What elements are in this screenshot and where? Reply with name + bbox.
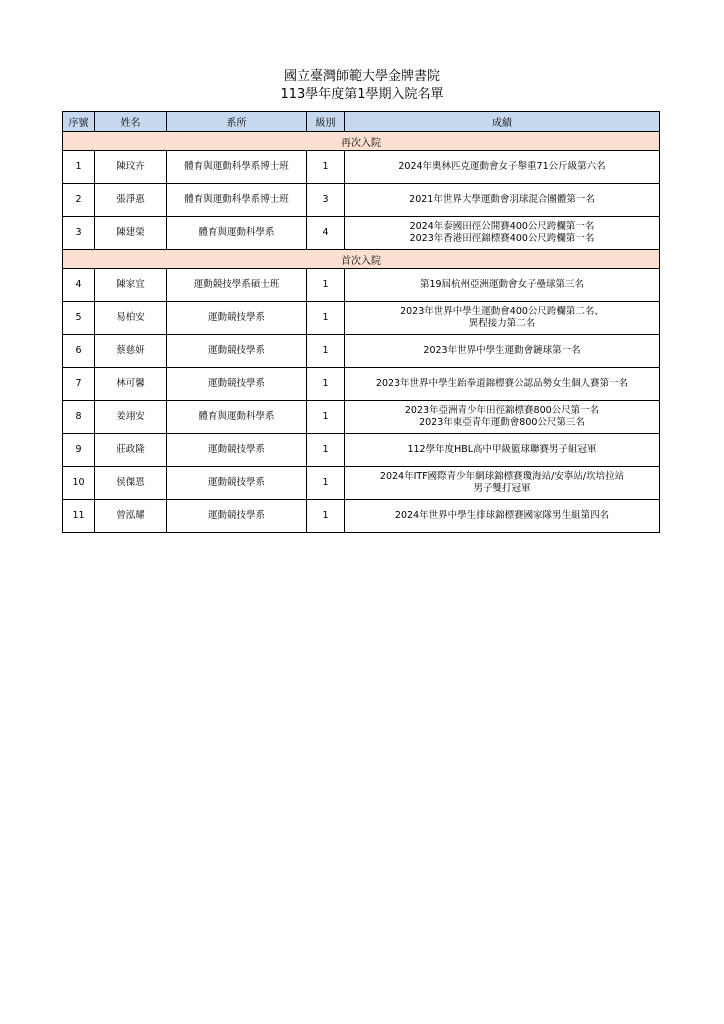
cell-name: 曾泓耀 <box>95 500 167 533</box>
result-line: 2024年泰國田徑公開賽400公尺跨欄第一名 <box>409 221 595 232</box>
cell-department: 運動競技學系 <box>167 335 307 368</box>
header-serial: 序號 <box>63 112 95 132</box>
table-row <box>63 434 660 467</box>
cell-level: 1 <box>307 151 345 184</box>
table-row <box>63 217 660 250</box>
result-line: 112學年度HBL高中甲級籃球聯賽男子組冠軍 <box>407 444 597 455</box>
result-line: 異程接力第二名 <box>468 318 536 329</box>
document-title: 國立臺灣師範大學金牌書院 <box>283 69 440 84</box>
result-line: 2024年世界中學生排球錦標賽國家隊男生組第四名 <box>394 510 610 521</box>
table-row <box>63 184 660 217</box>
cell-name: 莊政隆 <box>95 434 167 467</box>
cell-serial: 9 <box>63 434 95 467</box>
cell-results <box>345 151 660 184</box>
cell-department: 體育與運動科學系 <box>167 401 307 434</box>
cell-name: 陳家宜 <box>95 269 167 302</box>
cell-level: 1 <box>307 467 345 500</box>
cell-serial: 7 <box>63 368 95 401</box>
cell-results <box>345 368 660 401</box>
table-row <box>63 269 660 302</box>
cell-level: 1 <box>307 500 345 533</box>
result-line: 2021年世界大學運動會羽球混合團體第一名 <box>409 194 595 205</box>
result-line: 2023年亞洲青少年田徑錦標賽800公尺第一名 <box>404 405 600 416</box>
cell-name: 蔡慈妍 <box>95 335 167 368</box>
cell-serial: 5 <box>63 302 95 335</box>
table-row <box>63 500 660 533</box>
cell-department: 體育與運動科學系 <box>167 217 307 250</box>
cell-results <box>345 302 660 335</box>
cell-name: 陳玟卉 <box>95 151 167 184</box>
cell-name: 林可馨 <box>95 368 167 401</box>
table-row <box>63 335 660 368</box>
table-row <box>63 368 660 401</box>
result-line: 2023年世界中學生跆拳道錦標賽公認品勢女生個人賽第一名 <box>375 378 629 389</box>
table-body <box>63 132 660 533</box>
cell-serial: 2 <box>63 184 95 217</box>
header-level: 級別 <box>307 112 345 132</box>
result-line: 男子雙打冠軍 <box>473 483 531 494</box>
cell-serial: 8 <box>63 401 95 434</box>
cell-level: 3 <box>307 184 345 217</box>
section-row-first <box>63 250 660 269</box>
cell-results <box>345 184 660 217</box>
cell-name: 姜翊安 <box>95 401 167 434</box>
table-row <box>63 151 660 184</box>
cell-level: 1 <box>307 401 345 434</box>
result-line: 第19屆杭州亞洲運動會女子壘球第三名 <box>419 279 585 290</box>
cell-department: 運動競技學系 <box>167 368 307 401</box>
cell-level: 1 <box>307 302 345 335</box>
cell-level: 1 <box>307 269 345 302</box>
cell-department: 運動競技學系 <box>167 302 307 335</box>
cell-results <box>345 467 660 500</box>
cell-department: 體育與運動科學系博士班 <box>167 151 307 184</box>
table-row <box>63 302 660 335</box>
result-line: 2023年東亞青年運動會800公尺第三名 <box>419 417 585 428</box>
cell-name: 易柏安 <box>95 302 167 335</box>
header-results: 成績 <box>345 112 660 132</box>
header-department: 系所 <box>167 112 307 132</box>
cell-level: 1 <box>307 368 345 401</box>
cell-serial: 1 <box>63 151 95 184</box>
result-line: 2024年ITF國際青少年網球錦標賽瓊海站/安寧站/坎培拉站 <box>379 471 625 482</box>
table-row <box>63 467 660 500</box>
cell-results <box>345 500 660 533</box>
cell-level: 4 <box>307 217 345 250</box>
cell-serial: 11 <box>63 500 95 533</box>
cell-department: 體育與運動科學系博士班 <box>167 184 307 217</box>
cell-results <box>345 269 660 302</box>
cell-department: 運動競技學系碩士班 <box>167 269 307 302</box>
cell-results <box>345 434 660 467</box>
table-header-row <box>63 112 660 132</box>
cell-department: 運動競技學系 <box>167 434 307 467</box>
cell-results <box>345 217 660 250</box>
admission-table <box>62 111 660 533</box>
result-line: 2023年香港田徑錦標賽400公尺跨欄第一名 <box>409 233 595 244</box>
section-label-returning: 再次入院 <box>63 132 660 151</box>
section-label-first: 首次入院 <box>63 250 660 269</box>
cell-department: 運動競技學系 <box>167 500 307 533</box>
cell-serial: 3 <box>63 217 95 250</box>
section-row-returning <box>63 132 660 151</box>
table-row <box>63 401 660 434</box>
cell-serial: 10 <box>63 467 95 500</box>
cell-department: 運動競技學系 <box>167 467 307 500</box>
document-subtitle: 113學年度第1學期入院名單 <box>280 87 444 102</box>
cell-name: 陳建榮 <box>95 217 167 250</box>
cell-results <box>345 401 660 434</box>
cell-level: 1 <box>307 434 345 467</box>
cell-results <box>345 335 660 368</box>
cell-name: 侯傑恩 <box>95 467 167 500</box>
cell-level: 1 <box>307 335 345 368</box>
cell-name: 張淨惠 <box>95 184 167 217</box>
result-line: 2023年世界中學生運動會鏈球第一名 <box>423 345 581 356</box>
result-line: 2023年世界中學生運動會400公尺跨欄第二名、 <box>400 306 604 317</box>
cell-serial: 4 <box>63 269 95 302</box>
result-line: 2024年奧林匹克運動會女子舉重71公斤級第六名 <box>398 161 606 172</box>
header-name: 姓名 <box>95 112 167 132</box>
cell-serial: 6 <box>63 335 95 368</box>
